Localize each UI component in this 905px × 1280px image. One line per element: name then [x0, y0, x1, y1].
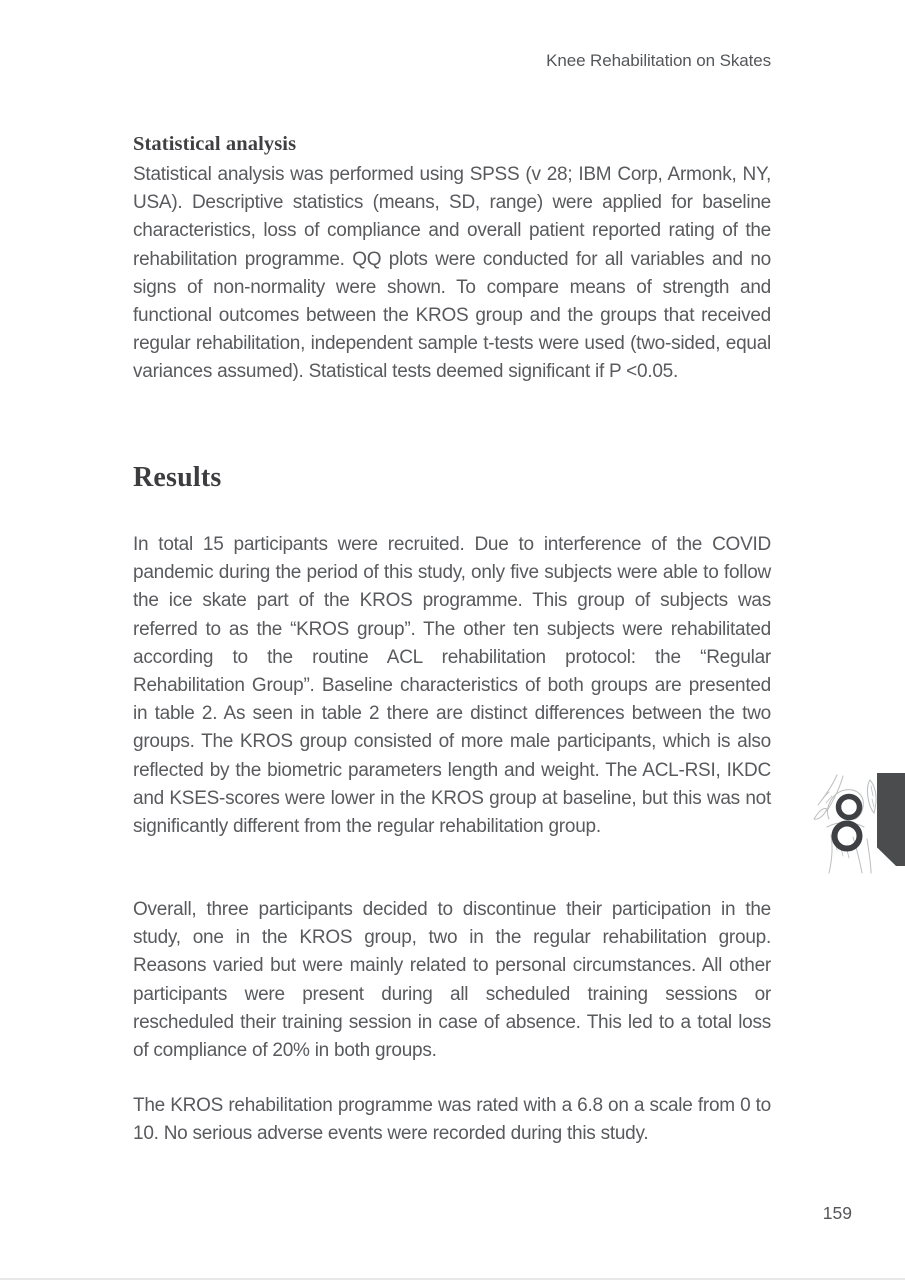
section-heading-statistical-analysis: Statistical analysis: [133, 133, 297, 155]
paragraph-results-3: The KROS rehabilitation programme was rated with a 6.8 on a scale from 0 to 10. No serious adverse events were recorded during this study.: [133, 1095, 771, 1145]
paragraph-results-1: In total 15 participants were recruited. Due to interference of the COVID pandemic during the period of this study, only five subjects were able to follow the ice skate part of the KROS programme. This group of subjects was referred to as the “KROS group”. The other ten subjects were rehabilitated according to the routine ACL rehabilitation protocol: the “Regular Rehabilitation Group”. Baseline characteristics of both groups are presented in table 2. As seen in table 2 there are distinct differences between the two groups. The KROS group consisted of more male participants, which is also reflected by the biometric parameters length and weight. The ACL-RSI, IKDC and KSES-scores were lower in the KROS group at baseline, but this was not significantly different from the regular rehabilitation group.: [133, 534, 771, 838]
paragraph-statistical-analysis: Statistical analysis was performed using SPSS (v 28; IBM Corp, Armonk, NY, USA). Descriptive statistics (means, SD, range) were applied for baseline characteristics, loss of compliance and overall patient reported rating of the rehabilitation programme. QQ plots were conducted for all variables and no signs of non-normality were shown. To compare means of strength and functional outcomes between the KROS group and the groups that received regular rehabilitation, independent sample t-tests were used (two-sided, equal variances assumed). Statistical tests deemed significant if P <0.05.: [133, 164, 771, 383]
knee-joint-sketch-icon: [813, 774, 887, 874]
chapter-number-8-glyph: [835, 797, 860, 849]
running-header: Knee Rehabilitation on Skates: [546, 51, 771, 70]
section-heading-results: Results: [133, 462, 222, 493]
page-number: 159: [822, 1203, 852, 1223]
paragraph-results-2: Overall, three participants decided to discontinue their participation in the study, one in the KROS group, two in the regular rehabilitation group. Reasons varied but were mainly related to personal circumstances. All other participants were present during all scheduled training sessions or rescheduled their training session in case of absence. This led to a total loss of compliance of 20% in both groups.: [133, 899, 771, 1062]
